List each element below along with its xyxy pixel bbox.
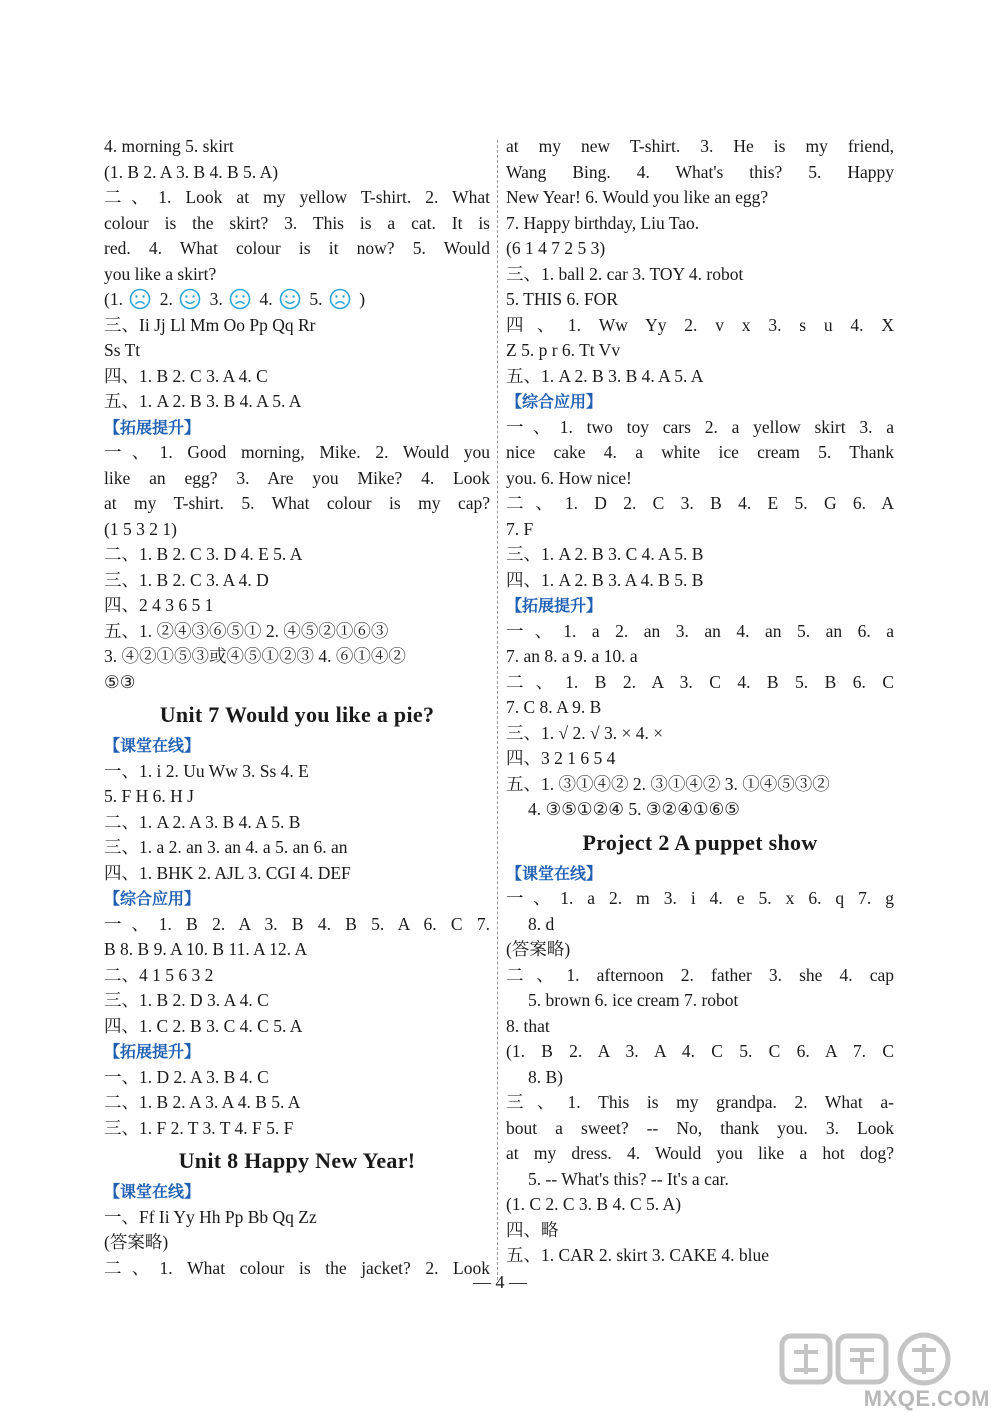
answer-line: 三、1. a 2. an 3. an 4. a 5. an 6. an	[104, 837, 348, 857]
section-heading: 【课堂在线】	[104, 736, 201, 755]
answer-line: 四、1. BHK 2. AJL 3. CGI 4. DEF	[104, 862, 351, 883]
answer-line: 一、1. i 2. Uu Ww 3. Ss 4. E	[104, 760, 309, 781]
answer-line: 三、1. B 2. D 3. A 4. C	[104, 990, 269, 1010]
answer-line: at my new T-shirt. 3. He is my friend,	[506, 136, 894, 156]
answer-line: 三、1. √ 2. √ 3. × 4. ×	[506, 722, 664, 743]
answer-line: 7. Happy birthday, Liu Tao.	[506, 212, 700, 233]
answer-line: 二、1. A 2. A 3. B 4. A 5. B	[104, 811, 301, 832]
answer-line: like an egg? 3. Are you Mike? 4. Look	[104, 467, 490, 488]
answer-line: at my T-shirt. 5. What colour is my cap?	[104, 493, 490, 513]
answer-line: 5. -- What's this? -- It's a car.	[528, 1168, 729, 1189]
item-number: 4.	[259, 289, 273, 309]
answer-line: 二、1. afternoon 2. father 3. she 4. cap	[506, 964, 894, 985]
answer-line: 5. THIS 6. FOR	[506, 289, 618, 309]
answer-line: (1. B 2. A 3. B 4. B 5. A)	[104, 161, 279, 182]
answer-line: 8. that	[506, 1015, 550, 1036]
paren-close: )	[359, 289, 366, 309]
answer-line: 4. morning 5. skirt	[104, 136, 234, 156]
answer-line: 4. ③⑤①②④ 5. ③②④①⑥⑤	[528, 799, 740, 819]
answer-line: 7. C 8. A 9. B	[506, 697, 602, 717]
answer-line: 5. F H 6. H J	[104, 786, 194, 806]
answer-line: 三、Ii Jj Ll Mm Oo Pp Qq Rr	[104, 314, 316, 335]
section-heading: 【综合应用】	[104, 889, 201, 908]
section-heading: 【拓展提升】	[104, 1042, 201, 1061]
happy-face-icon	[279, 288, 301, 310]
item-number: 2.	[159, 289, 173, 309]
answer-line: 二、1. What colour is the jacket? 2. Look	[104, 1257, 490, 1278]
unit-title: Project 2 A puppet show	[582, 829, 818, 855]
column-divider	[497, 140, 498, 1280]
answer-line: bout a sweet? -- No, thank you. 3. Look	[506, 1117, 894, 1138]
answer-line: 7. F	[506, 518, 534, 539]
answer-line: colour is the skirt? 3. This is a cat. It is	[104, 212, 490, 233]
section-heading: 【综合应用】	[506, 392, 603, 411]
answer-line: Z 5. p r 6. Tt Vv	[506, 340, 621, 360]
answer-line: 3. ④②①⑤③或④⑤①②③ 4. ⑥①④②	[104, 646, 406, 666]
answer-line: 一、Ff Ii Yy Hh Pp Bb Qq Zz	[104, 1206, 317, 1227]
answer-line: 二、1. B 2. A 3. C 4. B 5. B 6. C	[506, 671, 894, 692]
answer-line: Wang Bing. 4. What's this? 5. Happy	[506, 161, 894, 182]
answer-line: 四、2 4 3 6 5 1	[104, 595, 214, 615]
answer-line: 四、1. Ww Yy 2. v x 3. s u 4. X	[506, 314, 894, 335]
sad-face-icon	[329, 288, 351, 310]
answer-line: 三、1. A 2. B 3. C 4. A 5. B	[506, 544, 704, 564]
answer-line: 四、1. A 2. B 3. A 4. B 5. B	[506, 569, 704, 590]
happy-face-icon	[179, 288, 201, 310]
answer-line: 三、1. B 2. C 3. A 4. D	[104, 569, 269, 590]
answer-line: Ss Tt	[104, 340, 141, 360]
answer-line: 四、1. C 2. B 3. C 4. C 5. A	[104, 1015, 303, 1036]
answer-line: 三、1. This is my grandpa. 2. What a-	[506, 1092, 894, 1112]
answer-line: 五、1. CAR 2. skirt 3. CAKE 4. blue	[506, 1245, 769, 1265]
paren-open: (1.	[104, 289, 123, 309]
answer-line: 二、1. D 2. C 3. B 4. E 5. G 6. A	[506, 493, 894, 513]
item-number: 3.	[209, 289, 223, 309]
answer-line: 四、3 2 1 6 5 4	[506, 748, 616, 768]
answer-line: red. 4. What colour is it now? 5. Would	[104, 238, 490, 258]
answer-line: 三、1. F 2. T 3. T 4. F 5. F	[104, 1117, 294, 1138]
section-heading: 【拓展提升】	[506, 596, 603, 615]
watermark-logo-icon	[774, 1330, 994, 1390]
answer-line: 五、1. A 2. B 3. B 4. A 5. A	[104, 391, 302, 411]
right-column	[506, 134, 894, 1269]
answer-line: New Year! 6. Would you like an egg?	[506, 187, 769, 207]
answer-line: 一、1. Good morning, Mike. 2. Would you	[104, 442, 490, 462]
answer-line: (6 1 4 7 2 5 3)	[506, 238, 606, 258]
sad-face-icon	[129, 288, 151, 310]
watermark-url: MXQE.COM	[863, 1386, 990, 1411]
answer-line: 二、1. Look at my yellow T-shirt. 2. What	[104, 187, 490, 207]
unit-title: Unit 8 Happy New Year!	[178, 1148, 416, 1173]
answer-line: 五、1. ③①④② 2. ③①④② 3. ①④⑤③②	[506, 773, 830, 794]
answer-line: 一、1. B 2. A 3. B 4. B 5. A 6. C 7.	[104, 913, 490, 934]
answer-line: 四、1. B 2. C 3. A 4. C	[104, 365, 268, 386]
answer-line: 一、1. D 2. A 3. B 4. C	[104, 1066, 269, 1087]
answer-line: (答案略)	[506, 939, 571, 959]
answer-line: you. 6. How nice!	[506, 467, 632, 488]
answer-line: 五、1. A 2. B 3. B 4. A 5. A	[506, 365, 704, 386]
unit-title: Unit 7 Would you like a pie?	[159, 702, 435, 727]
face-answer-line	[104, 287, 490, 313]
answer-line: 7. an 8. a 9. a 10. a	[506, 646, 638, 666]
answer-line: 三、1. ball 2. car 3. TOY 4. robot	[506, 263, 744, 284]
answer-line: nice cake 4. a white ice cream 5. Thank	[506, 442, 894, 462]
answer-line: 一、1. two toy cars 2. a yellow skirt 3. a	[506, 416, 894, 437]
watermark	[774, 1330, 994, 1415]
answer-line: at my dress. 4. Would you like a hot dog?	[506, 1143, 894, 1163]
item-number: 5.	[309, 289, 323, 309]
answer-line: 8. d	[528, 913, 555, 934]
left-column	[104, 134, 490, 1281]
section-heading: 【课堂在线】	[104, 1182, 201, 1201]
answer-line: 5. brown 6. ice cream 7. robot	[528, 990, 739, 1010]
answer-line: ⑤③	[104, 671, 136, 692]
answer-line: (1. B 2. A 3. A 4. C 5. C 6. A 7. C	[506, 1041, 894, 1061]
answer-line: 二、1. B 2. C 3. D 4. E 5. A	[104, 544, 303, 564]
answer-line: 二、4 1 5 6 3 2	[104, 964, 214, 985]
answer-line: 一、1. a 2. an 3. an 4. an 5. an 6. a	[506, 620, 894, 641]
answer-line: B 8. B 9. A 10. B 11. A 12. A	[104, 939, 308, 959]
sad-face-icon	[229, 288, 251, 310]
answer-line: 四、略	[506, 1219, 559, 1240]
answer-line: 一、1. a 2. m 3. i 4. e 5. x 6. q 7. g	[506, 888, 894, 908]
answer-line: 五、1. ②④③⑥⑤① 2. ④⑤②①⑥③	[104, 620, 389, 641]
section-heading: 【课堂在线】	[506, 863, 603, 883]
answer-line: (答案略)	[104, 1232, 169, 1252]
section-heading: 【拓展提升】	[104, 417, 201, 437]
page-number: — 4 —	[473, 1272, 527, 1292]
answer-line: 8. B)	[528, 1066, 563, 1087]
answer-line: (1 5 3 2 1)	[104, 518, 177, 539]
answer-line: 二、1. B 2. A 3. A 4. B 5. A	[104, 1092, 301, 1112]
answer-line: (1. C 2. C 3. B 4. C 5. A)	[506, 1194, 682, 1214]
answer-line: you like a skirt?	[104, 263, 217, 284]
